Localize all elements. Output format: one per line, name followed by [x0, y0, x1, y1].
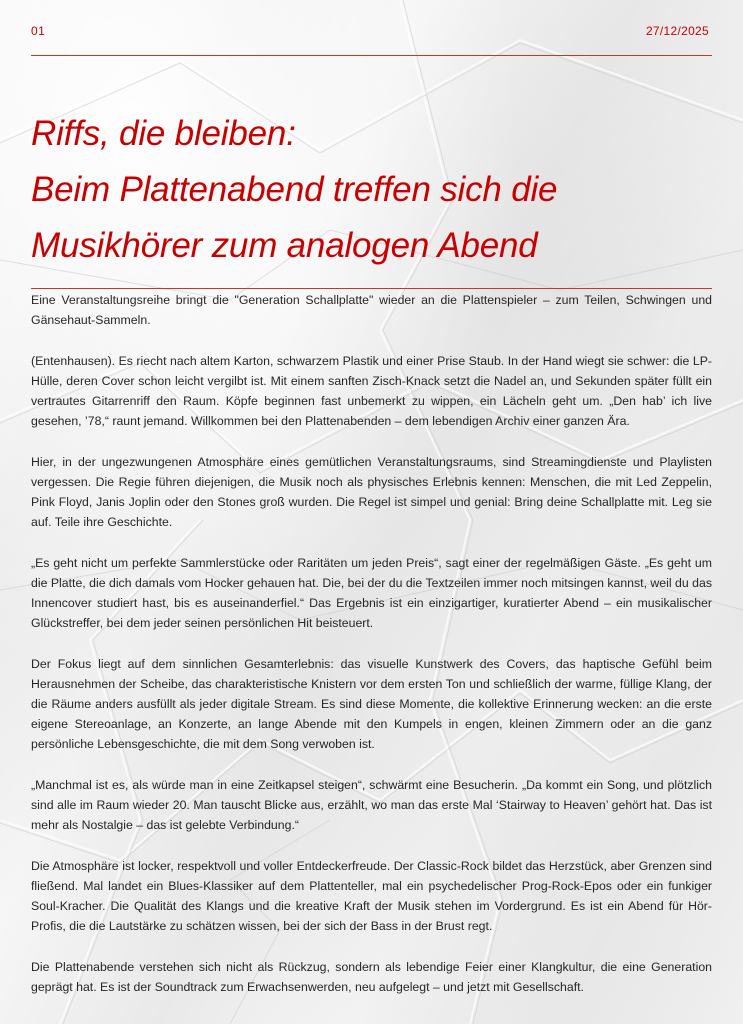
- headline-line-2: Beim Plattenabend treffen sich die: [31, 170, 558, 209]
- page-header: [31, 24, 712, 40]
- header-divider: [31, 55, 712, 56]
- article-paragraph: Die Atmosphäre ist locker, respektvoll und voller Entdeckerfreude. Der Classic-Rock bildet das Herzstück, aber Grenzen sind fließend. Mal landet ein Blues-Klassiker auf dem Plattenteller, mal ein psychedelischer Prog-Rock-Epos oder ein funkiger Soul-Kracher. Die Qualität des Klangs und die kreative Kraft der Musik stehen im Vordergrund. Es ist ein Abend für Hör-Profis, die die Lautstärke zu schätzen wissen, bei der sich der Bass in der Brust regt.: [31, 858, 712, 934]
- headline-line-3: Musikhörer zum analogen Abend: [31, 226, 538, 265]
- article-body: [31, 290, 712, 1017]
- headline-line-1: Riffs, die bleiben:: [31, 114, 296, 153]
- article-lead: Eine Veranstaltungsreihe bringt die "Generation Schallplatte" wieder an die Plattenspieler – zum Teilen, Schwingen und Gänsehaut-Sammeln.: [31, 293, 712, 328]
- headline-divider: [31, 288, 712, 289]
- article-paragraph: (Entenhausen). Es riecht nach altem Karton, schwarzem Plastik und einer Prise Staub. In der Hand wiegt sie schwer: die LP-Hülle, deren Cover schon leicht vergilbt ist. Mit einem sanften Zisch-Knack setzt die Nadel an, und Sekunden später füllt ein vertrautes Gitarrenriff den Raum. Köpfe beginnen fast unbemerkt zu wippen, ein Lächeln geht um. „Den hab’ ich live gesehen, ’78,“ raunt jemand. Willkommen bei den Plattenabenden – dem lebendigen Archiv einer ganzen Ära.: [31, 353, 712, 429]
- article-paragraph: „Es geht nicht um perfekte Sammlerstücke oder Raritäten um jeden Preis“, sagt einer der regelmäßigen Gäste. „Es geht um die Platte, die dich damals vom Hocker gehauen hat. Die, bei der du die Textzeilen immer noch mitsingen kannst, weil du das Innencover studiert hast, bis es auseinanderfiel.“ Das Ergebnis ist ein einzigartiger, kuratierter Abend – ein musikalischer Glückstreffer, bei dem jeder seinen persönlichen Hit beisteuert.: [31, 555, 712, 631]
- article-headline: [31, 106, 721, 274]
- article-paragraph: Hier, in der ungezwungenen Atmosphäre eines gemütlichen Veranstaltungsraums, sind Streamingdienste und Playlisten vergessen. Die Regie führen diejenigen, die Musik noch als physisches Erlebnis kennen: Menschen, die mit Led Zeppelin, Pink Floyd, Janis Joplin oder den Stones groß wurden. Die Regel ist simpel und genial: Bring deine Schallplatte mit. Leg sie auf. Teile ihre Geschichte.: [31, 454, 712, 530]
- publication-date: 27/12/2025: [645, 24, 709, 38]
- article-paragraph: Die Plattenabende verstehen sich nicht als Rückzug, sondern als lebendige Feier einer Klangkultur, die eine Generation geprägt hat. Es ist der Soundtrack zum Erwachsenwerden, neu aufgelegt – und jetzt mit Gesellschaft.: [31, 959, 712, 994]
- article-paragraph: „Manchmal ist es, als würde man in eine Zeitkapsel steigen“, schwärmt eine Besucherin. „Da kommt ein Song, und plötzlich sind alle im Raum wieder 20. Man tauscht Blicke aus, erzählt, wo man das erste Mal ‘Stairway to Heaven’ gehört hat. Das ist mehr als Nostalgie – das ist gelebte Verbindung.“: [31, 777, 712, 833]
- issue-number: 01: [31, 24, 46, 38]
- article-paragraph: Der Fokus liegt auf dem sinnlichen Gesamterlebnis: das visuelle Kunstwerk des Covers, das haptische Gefühl beim Herausnehmen der Scheibe, das charakteristische Knistern vor dem ersten Ton und schließlich der warme, füllige Klang, der die Räume anders ausfüllt als jeder digitale Stream. Es sind diese Momente, die kollektive Erinnerung wecken: an die erste eigene Stereoanlage, an Konzerte, an lange Abende mit den Kumpels in engen, kleinen Zimmern oder an die ganz persönliche Lebensgeschichte, die mit dem Song verwoben ist.: [31, 656, 712, 752]
